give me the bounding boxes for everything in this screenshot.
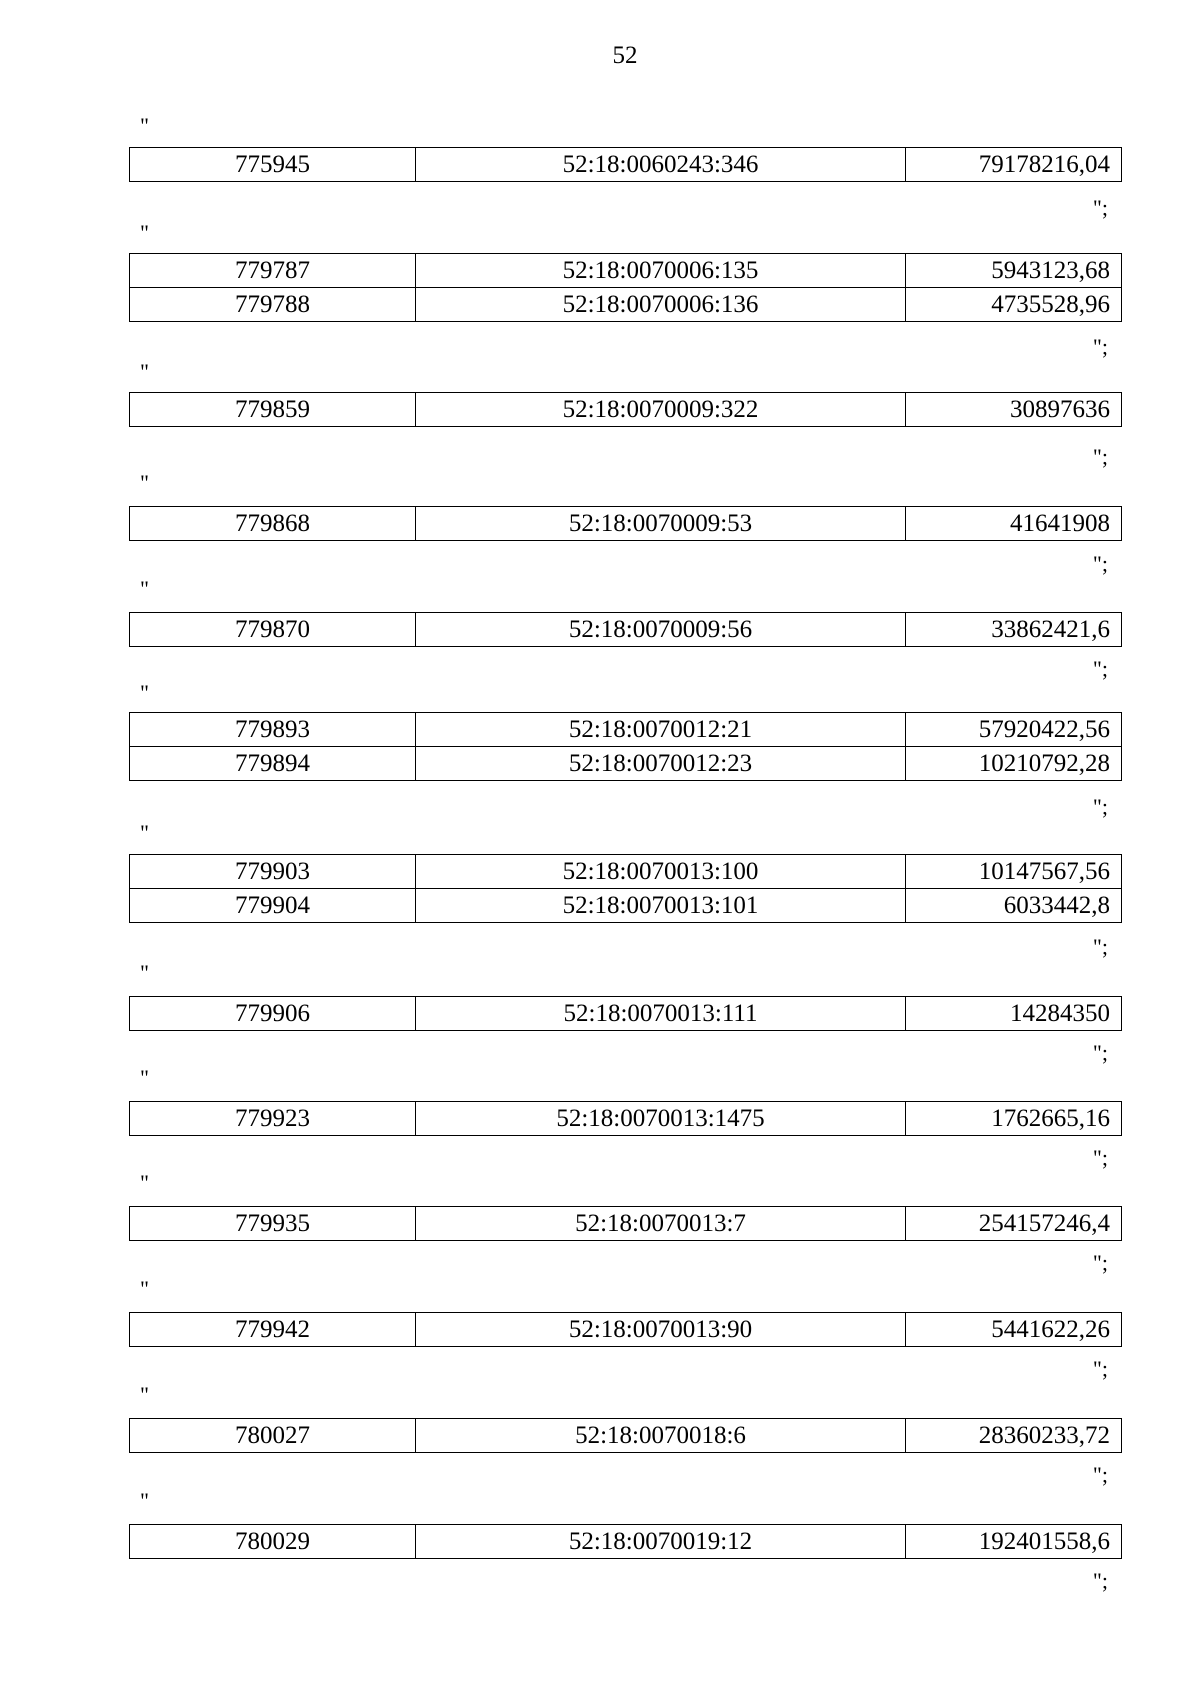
- close-quote: ";: [1092, 444, 1108, 469]
- cell-cadastral-number: 52:18:0070012:23: [416, 747, 906, 781]
- table-row: [130, 889, 1122, 923]
- cell-id: 779893: [130, 713, 416, 747]
- open-quote: ": [140, 1065, 149, 1090]
- cell-cadastral-number: 52:18:0070013:111: [416, 997, 906, 1031]
- cell-cadastral-number: 52:18:0070009:56: [416, 613, 906, 647]
- table-row: [130, 1207, 1122, 1241]
- close-quote: ";: [1092, 656, 1108, 681]
- table-row: [130, 1313, 1122, 1347]
- close-quote: ";: [1092, 934, 1108, 959]
- cell-cadastral-number: 52:18:0070013:101: [416, 889, 906, 923]
- table-row: [130, 613, 1122, 647]
- cell-value: 41641908: [906, 507, 1122, 541]
- close-quote: ";: [1092, 1250, 1108, 1275]
- cell-value: 254157246,4: [906, 1207, 1122, 1241]
- cell-value: 14284350: [906, 997, 1122, 1031]
- data-table: [129, 1418, 1122, 1453]
- table-row: [130, 1525, 1122, 1559]
- close-quote: ";: [1092, 195, 1108, 220]
- cell-id: 779942: [130, 1313, 416, 1347]
- data-table: [129, 1101, 1122, 1136]
- cell-id: 779788: [130, 288, 416, 322]
- cell-value: 1762665,16: [906, 1102, 1122, 1136]
- cell-id: 779868: [130, 507, 416, 541]
- data-table: [129, 712, 1122, 781]
- table-row: [130, 254, 1122, 288]
- cell-id: 779935: [130, 1207, 416, 1241]
- data-table: [129, 1312, 1122, 1347]
- cell-cadastral-number: 52:18:0070006:135: [416, 254, 906, 288]
- open-quote: ": [140, 820, 149, 845]
- table-row: [130, 997, 1122, 1031]
- table-row: [130, 1419, 1122, 1453]
- close-quote: ";: [1092, 794, 1108, 819]
- cell-value: 79178216,04: [906, 148, 1122, 182]
- cell-value: 57920422,56: [906, 713, 1122, 747]
- close-quote: ";: [1092, 1568, 1108, 1593]
- page-number: 52: [612, 42, 638, 69]
- close-quote: ";: [1092, 334, 1108, 359]
- cell-id: 775945: [130, 148, 416, 182]
- cell-id: 780027: [130, 1419, 416, 1453]
- cell-value: 4735528,96: [906, 288, 1122, 322]
- close-quote: ";: [1092, 1462, 1108, 1487]
- open-quote: ": [140, 359, 149, 384]
- table-row: [130, 393, 1122, 427]
- open-quote: ": [140, 1170, 149, 1195]
- close-quote: ";: [1092, 1356, 1108, 1381]
- open-quote: ": [140, 1382, 149, 1407]
- cell-id: 779906: [130, 997, 416, 1031]
- cell-id: 780029: [130, 1525, 416, 1559]
- open-quote: ": [140, 960, 149, 985]
- cell-id: 779904: [130, 889, 416, 923]
- data-table: [129, 253, 1122, 322]
- data-table: [129, 147, 1122, 182]
- open-quote: ": [140, 113, 149, 138]
- cell-value: 10147567,56: [906, 855, 1122, 889]
- open-quote: ": [140, 1276, 149, 1301]
- cell-cadastral-number: 52:18:0070009:53: [416, 507, 906, 541]
- cell-cadastral-number: 52:18:0070012:21: [416, 713, 906, 747]
- cell-value: 28360233,72: [906, 1419, 1122, 1453]
- cell-id: 779787: [130, 254, 416, 288]
- cell-value: 33862421,6: [906, 613, 1122, 647]
- table-row: [130, 148, 1122, 182]
- cell-cadastral-number: 52:18:0070018:6: [416, 1419, 906, 1453]
- cell-value: 10210792,28: [906, 747, 1122, 781]
- close-quote: ";: [1092, 551, 1108, 576]
- open-quote: ": [140, 680, 149, 705]
- cell-cadastral-number: 52:18:0070013:1475: [416, 1102, 906, 1136]
- table-row: [130, 747, 1122, 781]
- close-quote: ";: [1092, 1145, 1108, 1170]
- cell-value: 5441622,26: [906, 1313, 1122, 1347]
- table-row: [130, 855, 1122, 889]
- cell-cadastral-number: 52:18:0070019:12: [416, 1525, 906, 1559]
- table-row: [130, 507, 1122, 541]
- cell-cadastral-number: 52:18:0070013:100: [416, 855, 906, 889]
- data-table: [129, 506, 1122, 541]
- cell-cadastral-number: 52:18:0070013:7: [416, 1207, 906, 1241]
- close-quote: ";: [1092, 1040, 1108, 1065]
- open-quote: ": [140, 470, 149, 495]
- open-quote: ": [140, 1488, 149, 1513]
- cell-id: 779870: [130, 613, 416, 647]
- cell-value: 30897636: [906, 393, 1122, 427]
- cell-cadastral-number: 52:18:0060243:346: [416, 148, 906, 182]
- data-table: [129, 612, 1122, 647]
- cell-id: 779859: [130, 393, 416, 427]
- table-row: [130, 288, 1122, 322]
- cell-id: 779923: [130, 1102, 416, 1136]
- data-table: [129, 854, 1122, 923]
- data-table: [129, 996, 1122, 1031]
- open-quote: ": [140, 220, 149, 245]
- data-table: [129, 1524, 1122, 1559]
- cell-value: 192401558,6: [906, 1525, 1122, 1559]
- data-table: [129, 1206, 1122, 1241]
- cell-value: 6033442,8: [906, 889, 1122, 923]
- cell-cadastral-number: 52:18:0070013:90: [416, 1313, 906, 1347]
- cell-id: 779903: [130, 855, 416, 889]
- cell-id: 779894: [130, 747, 416, 781]
- table-row: [130, 713, 1122, 747]
- cell-cadastral-number: 52:18:0070006:136: [416, 288, 906, 322]
- open-quote: ": [140, 576, 149, 601]
- table-row: [130, 1102, 1122, 1136]
- data-table: [129, 392, 1122, 427]
- cell-cadastral-number: 52:18:0070009:322: [416, 393, 906, 427]
- cell-value: 5943123,68: [906, 254, 1122, 288]
